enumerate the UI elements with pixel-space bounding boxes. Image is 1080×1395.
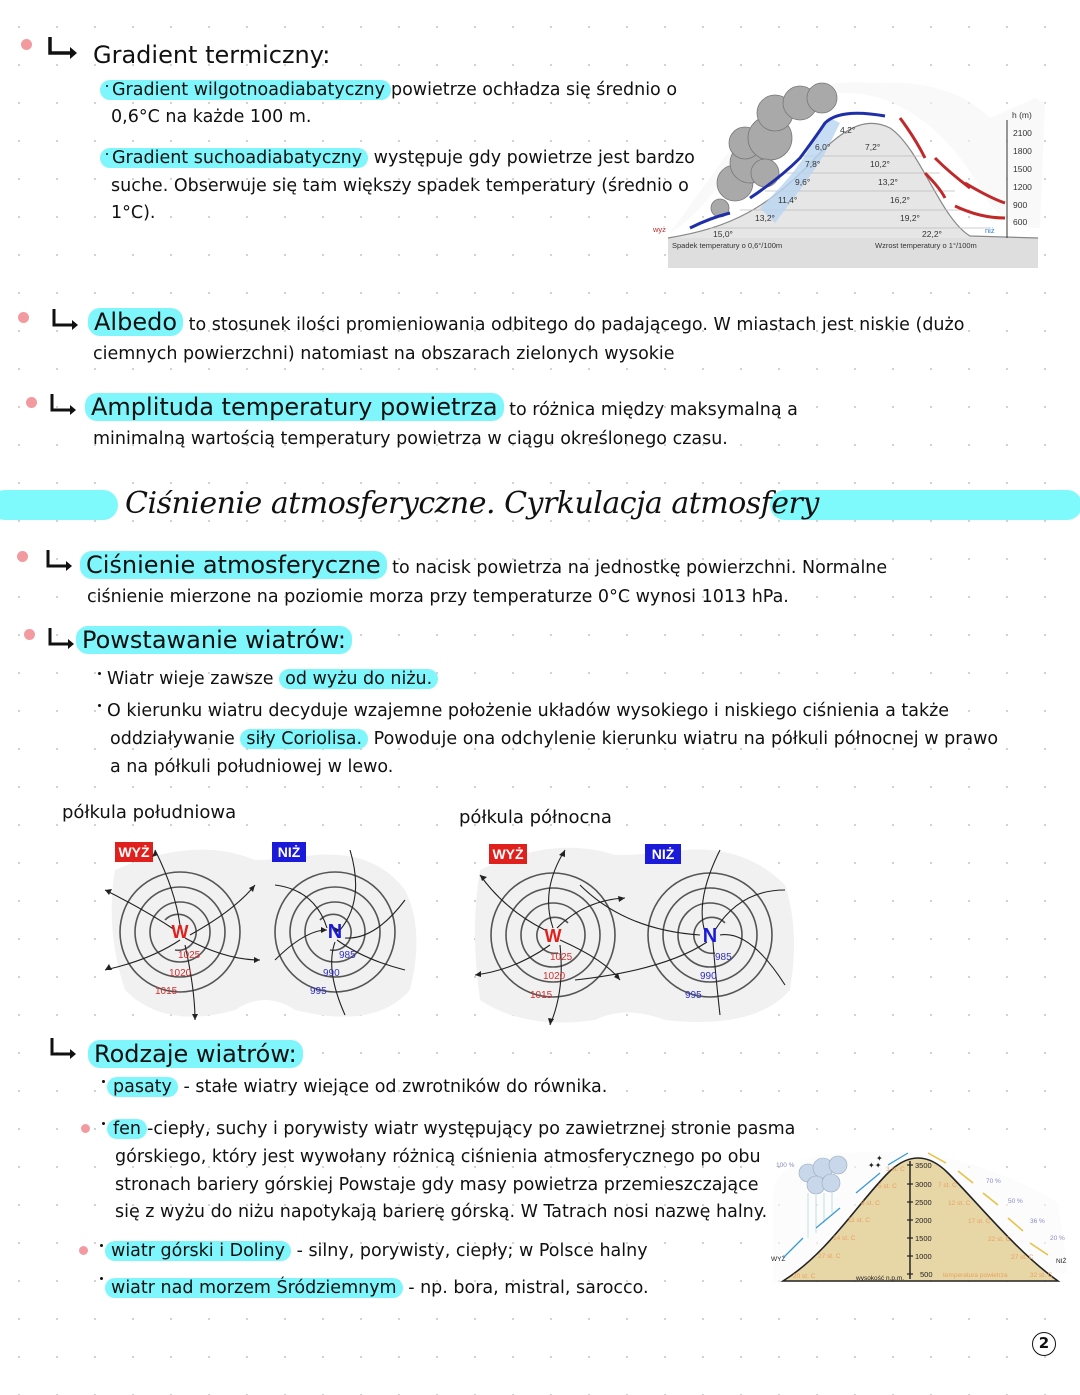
svg-text:1500: 1500 (915, 1234, 932, 1243)
wind-formation-bullet-2-line3: a na półkuli południowej w lewo. (110, 757, 394, 777)
svg-text:12 st. C: 12 st. C (948, 1200, 971, 1207)
bullet-dot (81, 1124, 90, 1133)
gradient-item-dry-line3: 1°C). (111, 203, 156, 223)
gradient-item-dry-line2: suche. Obserwuje się tam większy spadek temperatury (średnio o (111, 176, 689, 196)
svg-text:1020: 1020 (543, 971, 566, 982)
svg-text:1200: 1200 (1013, 182, 1032, 192)
svg-text:13,2°: 13,2° (878, 177, 898, 187)
svg-text:temperatura powietrza: temperatura powietrza (943, 1272, 1008, 1279)
svg-text:5 st. C: 5 st. C (878, 1183, 897, 1190)
svg-text:Wzrost temperatury o 1°/100m: Wzrost temperatury o 1°/100m (875, 241, 977, 250)
bullet-dot (79, 1246, 88, 1255)
svg-text:27 st. C: 27 st. C (818, 1253, 841, 1260)
adiabatic-gradient-diagram (650, 78, 1050, 273)
svg-text:NIŻ: NIŻ (277, 844, 301, 860)
wind-type-trade-winds: pasaty - stałe wiatry wiejące od zwrotników do równika. (102, 1073, 607, 1101)
svg-text:1020: 1020 (169, 968, 192, 979)
turn-right-arrow-icon (46, 626, 80, 652)
bullet-dot (17, 551, 28, 562)
albedo-definition-line2: ciemnych powierzchni) natomiast na obszarach zielonych wysokie (93, 344, 675, 364)
svg-text:36 %: 36 % (1030, 1218, 1045, 1225)
heading-wind-formation: Powstawanie wiatrów: (76, 625, 352, 655)
albedo-definition: Albedo to stosunek ilości promieniowania odbitego do padającego. W miastach jest niskie (dużo (88, 308, 964, 339)
svg-text:13,2°: 13,2° (755, 213, 775, 223)
turn-right-arrow-icon (48, 392, 82, 418)
svg-text:NIŻ: NIŻ (1056, 1258, 1067, 1265)
svg-text:2000: 2000 (915, 1216, 932, 1225)
svg-text:WYŻ: WYŻ (771, 1256, 786, 1263)
svg-text:32 st. C: 32 st. C (1030, 1272, 1053, 1279)
svg-text:985: 985 (715, 952, 732, 963)
wind-type-foehn-line2: górskiego, który jest wywołany różnicą ciśnienia atmosferycznego po obu (115, 1147, 761, 1167)
wind-type-mediterranean: wiatr nad morzem Śródziemnym - np. bora, mistral, sarocco. (100, 1274, 649, 1302)
bullet-dot (21, 39, 32, 50)
pressure-definition-line2: ciśnienie mierzone na poziomie morza przy temperaturze 0°C wynosi 1013 hPa. (87, 587, 789, 607)
wind-type-foehn: fen -ciepły, suchy i porywisty wiatr występujący po zawietrznej stronie pasma (102, 1115, 795, 1143)
svg-text:11 st. C: 11 st. C (848, 1217, 870, 1224)
svg-text:wyż: wyż (653, 225, 666, 234)
svg-text:N: N (702, 925, 718, 947)
svg-text:19,2°: 19,2° (900, 213, 920, 223)
southern-hemisphere-diagram (95, 830, 425, 1025)
svg-text:6,0°: 6,0° (815, 142, 831, 152)
svg-text:N: N (327, 921, 343, 943)
svg-text:985: 985 (339, 950, 356, 961)
gradient-item-dry: Gradient suchoadiabatyczny występuje gdy powietrze jest bardzo (100, 144, 695, 172)
bullet-dot (24, 629, 35, 640)
svg-text:Spadek temperatury o 0,6°/100m: Spadek temperatury o 0,6°/100m (672, 241, 783, 250)
highlight-term: Gradient suchoadiabatyczny (100, 148, 368, 168)
gradient-item-wet-line2: 0,6°C na każde 100 m. (111, 107, 312, 127)
svg-text:W: W (171, 922, 189, 942)
svg-text:20 %: 20 % (1050, 1235, 1065, 1242)
svg-text:9,6°: 9,6° (795, 177, 811, 187)
svg-text:500: 500 (920, 1270, 933, 1279)
svg-text:NIŻ: NIŻ (651, 846, 675, 862)
svg-text:17 st. C: 17 st. C (968, 1218, 991, 1225)
svg-text:1025: 1025 (550, 952, 573, 963)
wind-type-foehn-line4: się z wyżu do niżu napotykają barierę górską. W Tatrach nosi nazwę halny. (115, 1202, 768, 1222)
section-title: Ciśnienie atmosferyczne. Cyrkulacja atmosfery (125, 486, 819, 521)
bullet-dot (26, 397, 37, 408)
svg-text:50 %: 50 % (1008, 1198, 1023, 1205)
foehn-wind-diagram (768, 1143, 1073, 1283)
svg-text:WYŻ: WYŻ (118, 844, 150, 860)
page-number: 2 (1032, 1332, 1056, 1356)
svg-text:27 st. C: 27 st. C (1011, 1254, 1034, 1261)
svg-text:3500: 3500 (915, 1161, 932, 1170)
svg-text:900: 900 (1013, 200, 1028, 210)
wind-type-mountain-valley: wiatr górski i Doliny - silny, porywisty, ciepły; w Polsce halny (100, 1237, 648, 1265)
caption-southern-hemisphere: półkula południowa (62, 802, 237, 823)
wind-formation-bullet-2: O kierunku wiatru decyduje wzajemne położenie układów wysokiego i niskiego ciśnienia a także (98, 697, 949, 725)
svg-text:✦: ✦ (876, 1154, 883, 1163)
svg-text:990: 990 (700, 971, 717, 982)
svg-text:7,8°: 7,8° (805, 159, 821, 169)
turn-right-arrow-icon (46, 35, 80, 61)
amplitude-definition-line2: minimalną wartością temperatury powietrza w ciągu określonego czasu. (93, 429, 728, 449)
caption-northern-hemisphere: półkula północna (459, 807, 612, 828)
svg-text:h (m): h (m) (1012, 110, 1032, 120)
section-band-left (0, 490, 118, 520)
northern-hemisphere-diagram (465, 830, 800, 1030)
svg-text:100 %: 100 % (776, 1162, 795, 1169)
turn-right-arrow-icon (44, 548, 78, 574)
turn-right-arrow-icon (50, 307, 84, 333)
heading-gradient: Gradient termiczny: (93, 41, 331, 69)
svg-text:1015: 1015 (530, 990, 553, 1001)
svg-text:4,2°: 4,2° (840, 125, 856, 135)
pressure-definition: Ciśnienie atmosferyczne to nacisk powietrza na jednostkę powierzchni. Normalne (80, 551, 887, 582)
svg-text:15,0°: 15,0° (713, 229, 733, 239)
svg-text:22,2°: 22,2° (922, 229, 942, 239)
svg-text:11,4°: 11,4° (778, 195, 798, 205)
svg-text:7 st. C: 7 st. C (938, 1182, 957, 1189)
svg-text:14 st. C: 14 st. C (833, 1235, 856, 1242)
svg-text:W: W (544, 926, 562, 946)
svg-text:16,2°: 16,2° (890, 195, 910, 205)
svg-text:995: 995 (310, 986, 327, 997)
svg-text:WYŻ: WYŻ (492, 846, 524, 862)
svg-text:1015: 1015 (155, 986, 178, 997)
svg-text:1800: 1800 (1013, 146, 1032, 156)
svg-text:3 st. C: 3 st. C (886, 1166, 905, 1173)
svg-text:10,2°: 10,2° (870, 159, 890, 169)
svg-text:✦✦: ✦✦ (868, 1161, 882, 1170)
turn-right-arrow-icon (48, 1036, 82, 1062)
wind-formation-bullet-1: Wiatr wieje zawsze od wyżu do niżu. (98, 665, 438, 693)
svg-text:2100: 2100 (1013, 128, 1032, 138)
svg-text:7,2°: 7,2° (865, 142, 881, 152)
wind-type-foehn-line3: stronach bariery górskiej Powstaje gdy masy powietrza przemieszczające (115, 1175, 759, 1195)
wind-formation-bullet-2-line2: oddziaływanie siły Coriolisa. Powoduje ona odchylenie kierunku wiatru na półkuli północnej w prawo (110, 729, 999, 749)
svg-text:600: 600 (1013, 217, 1028, 227)
svg-text:990: 990 (323, 968, 340, 979)
bullet-dot (18, 312, 29, 323)
svg-text:niż: niż (985, 226, 995, 235)
svg-text:995: 995 (685, 990, 702, 1001)
svg-text:70 %: 70 % (986, 1178, 1001, 1185)
svg-text:3000: 3000 (915, 1180, 932, 1189)
svg-text:2500: 2500 (915, 1198, 932, 1207)
svg-text:22 st. C: 22 st. C (988, 1236, 1011, 1243)
svg-text:1500: 1500 (1013, 164, 1032, 174)
gradient-item-wet: Gradient wilgotnoadiabatyczny powietrze ochładza się średnio o (100, 76, 677, 104)
svg-text:1000: 1000 (915, 1252, 932, 1261)
heading-wind-types: Rodzaje wiatrów: (88, 1039, 303, 1069)
svg-text:1025: 1025 (178, 950, 201, 961)
svg-text:20 st. C: 20 st. C (793, 1273, 816, 1280)
highlight-term: Gradient wilgotnoadiabatyczny (100, 80, 391, 100)
svg-text:wysokość n.p.m.: wysokość n.p.m. (856, 1275, 905, 1282)
amplitude-definition: Amplituda temperatury powietrza to różnica między maksymalną a (85, 393, 798, 424)
svg-text:8 st. C: 8 st. C (861, 1200, 880, 1207)
